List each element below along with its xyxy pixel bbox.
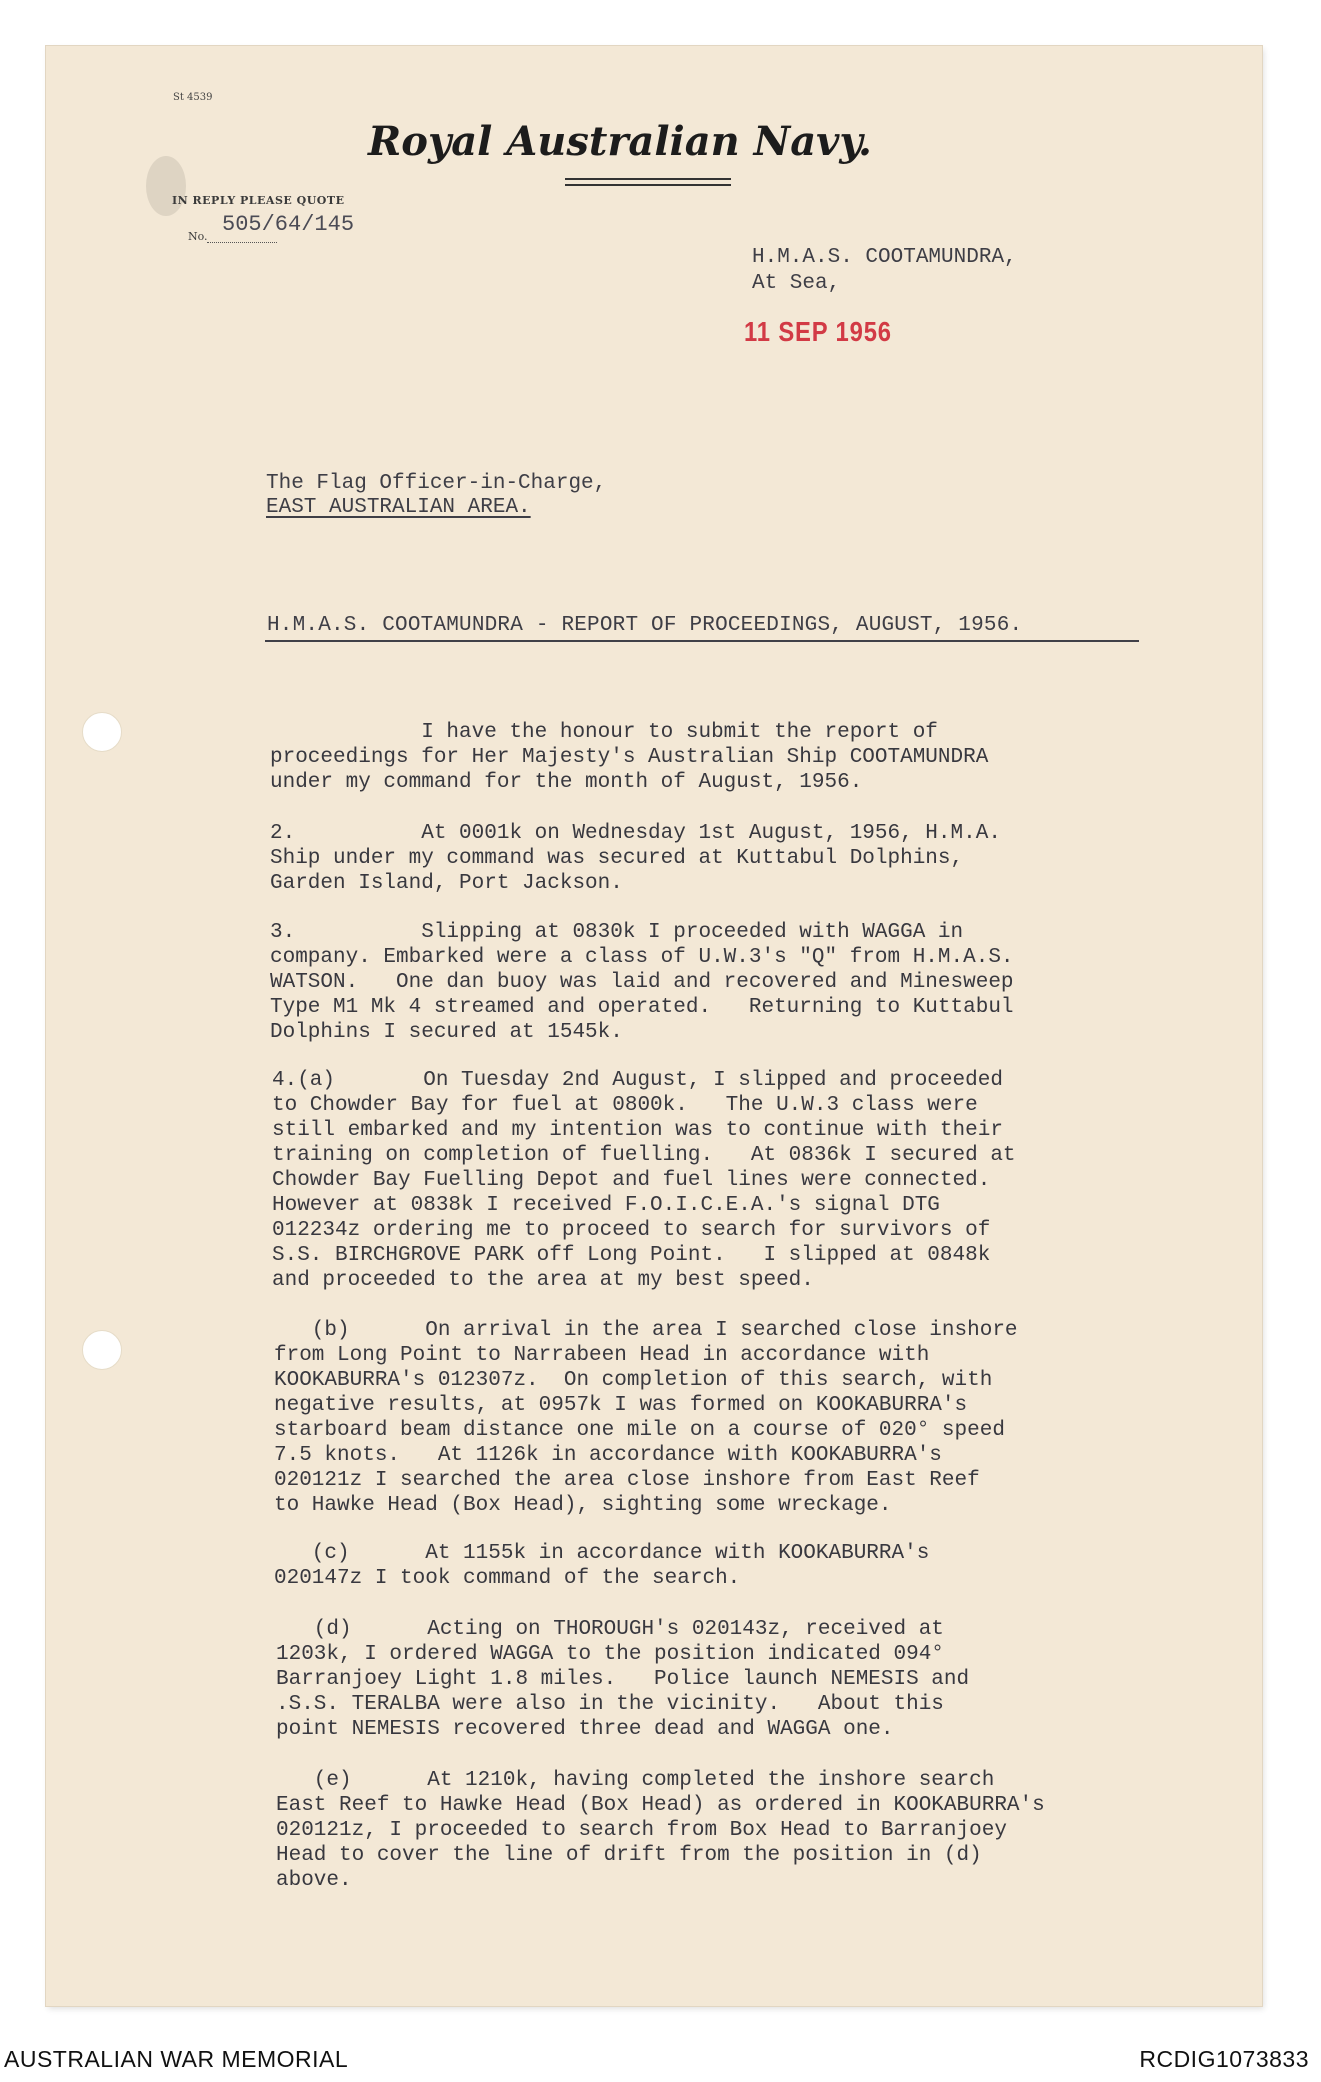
subject-rule xyxy=(265,640,1139,642)
addressee-area: EAST AUSTRALIAN AREA. xyxy=(266,496,531,519)
number-label: No. xyxy=(188,230,208,243)
footer-archive-name: AUSTRALIAN WAR MEMORIAL xyxy=(4,2046,349,2072)
number-line xyxy=(207,242,277,243)
sender-location: At Sea, xyxy=(752,272,841,295)
letterhead: Royal Australian Navy. xyxy=(368,118,872,165)
form-code: St 4539 xyxy=(173,92,213,103)
paragraph-4d: (d) Acting on THOROUGH's 020143z, received at 1203k, I ordered WAGGA to the position indicated 094° Barranjoey Light 1.8 miles. Police launch NEMESIS and .S.S. TERALBA were also in the vicinity. About this point NEMESIS recovered three dead and WAGGA one. xyxy=(276,1618,970,1741)
date-stamp: 11 SEP 1956 xyxy=(744,316,892,347)
footer-record-id: RCDIG1073833 xyxy=(1139,2046,1309,2072)
paper-stain xyxy=(146,156,186,216)
paragraph-4e: (e) At 1210k, having completed the inshore search East Reef to Hawke Head (Box Head) as ordered in KOOKABURRA's 020121z, I proceeded to search from Box Head to Barranjoey Head to cover the line of drift from the position in (d) above. xyxy=(276,1769,1045,1892)
paragraph-4b: (b) On arrival in the area I searched close inshore from Long Point to Narrabeen Head in accordance with KOOKABURRA's 012307z. On completion of this search, with negative results, at 0957k I was formed on KOOKABURRA's starboard beam distance one mile on a course of 020° speed 7.5 knots. At 1126k in accordance with KOOKABURRA's 020121z I searched the area close inshore from East Reef to Hawke Head (Box Head), sighting some wreckage. xyxy=(274,1319,1018,1517)
sender-ship: H.M.A.S. COOTAMUNDRA, xyxy=(752,246,1017,269)
paragraph-4a: 4.(a) On Tuesday 2nd August, I slipped and proceeded to Chowder Bay for fuel at 0800k. The U.W.3 class were still embarked and my intention was to continue with their training on completion of fuelling. At 0836k I secured at Chowder Bay Fuelling Depot and fuel lines were connected. However at 0838k I received F.O.I.C.E.A.'s signal DTG 012234z ordering me to proceed to search for survivors of S.S. BIRCHGROVE PARK off Long Point. I slipped at 0848k and proceeded to the area at my best speed. xyxy=(272,1069,1016,1292)
paragraph-2: 2. At 0001k on Wednesday 1st August, 1956, H.M.A. Ship under my command was secured at Kuttabul Dolphins, Garden Island, Port Jackson. xyxy=(270,822,1001,895)
paragraph-4c: (c) At 1155k in accordance with KOOKABURRA's 020147z I took command of the search. xyxy=(274,1542,930,1590)
subject-line: H.M.A.S. COOTAMUNDRA - REPORT OF PROCEEDINGS, AUGUST, 1956. xyxy=(267,614,1023,637)
punch-hole xyxy=(82,1330,122,1370)
reply-label: IN REPLY PLEASE QUOTE xyxy=(172,194,345,207)
paragraph-3: 3. Slipping at 0830k I proceeded with WAGGA in company. Embarked were a class of U.W.3's "Q" from H.M.A.S. WATSON. One dan buoy was laid and recovered and Minesweep Type M1 Mk 4 streamed and operated. Returning to Kuttabul Dolphins I secured at 1545k. xyxy=(270,921,1014,1044)
letterhead-rule xyxy=(565,178,731,180)
reference-number: 505/64/145 xyxy=(222,212,355,237)
punch-hole xyxy=(82,712,122,752)
letterhead-rule xyxy=(565,184,731,186)
paragraph-1: I have the honour to submit the report of proceedings for Her Majesty's Australian Ship COOTAMUNDRA under my command for the month of August, 1956. xyxy=(270,721,989,794)
addressee-title: The Flag Officer-in-Charge, xyxy=(266,472,607,495)
